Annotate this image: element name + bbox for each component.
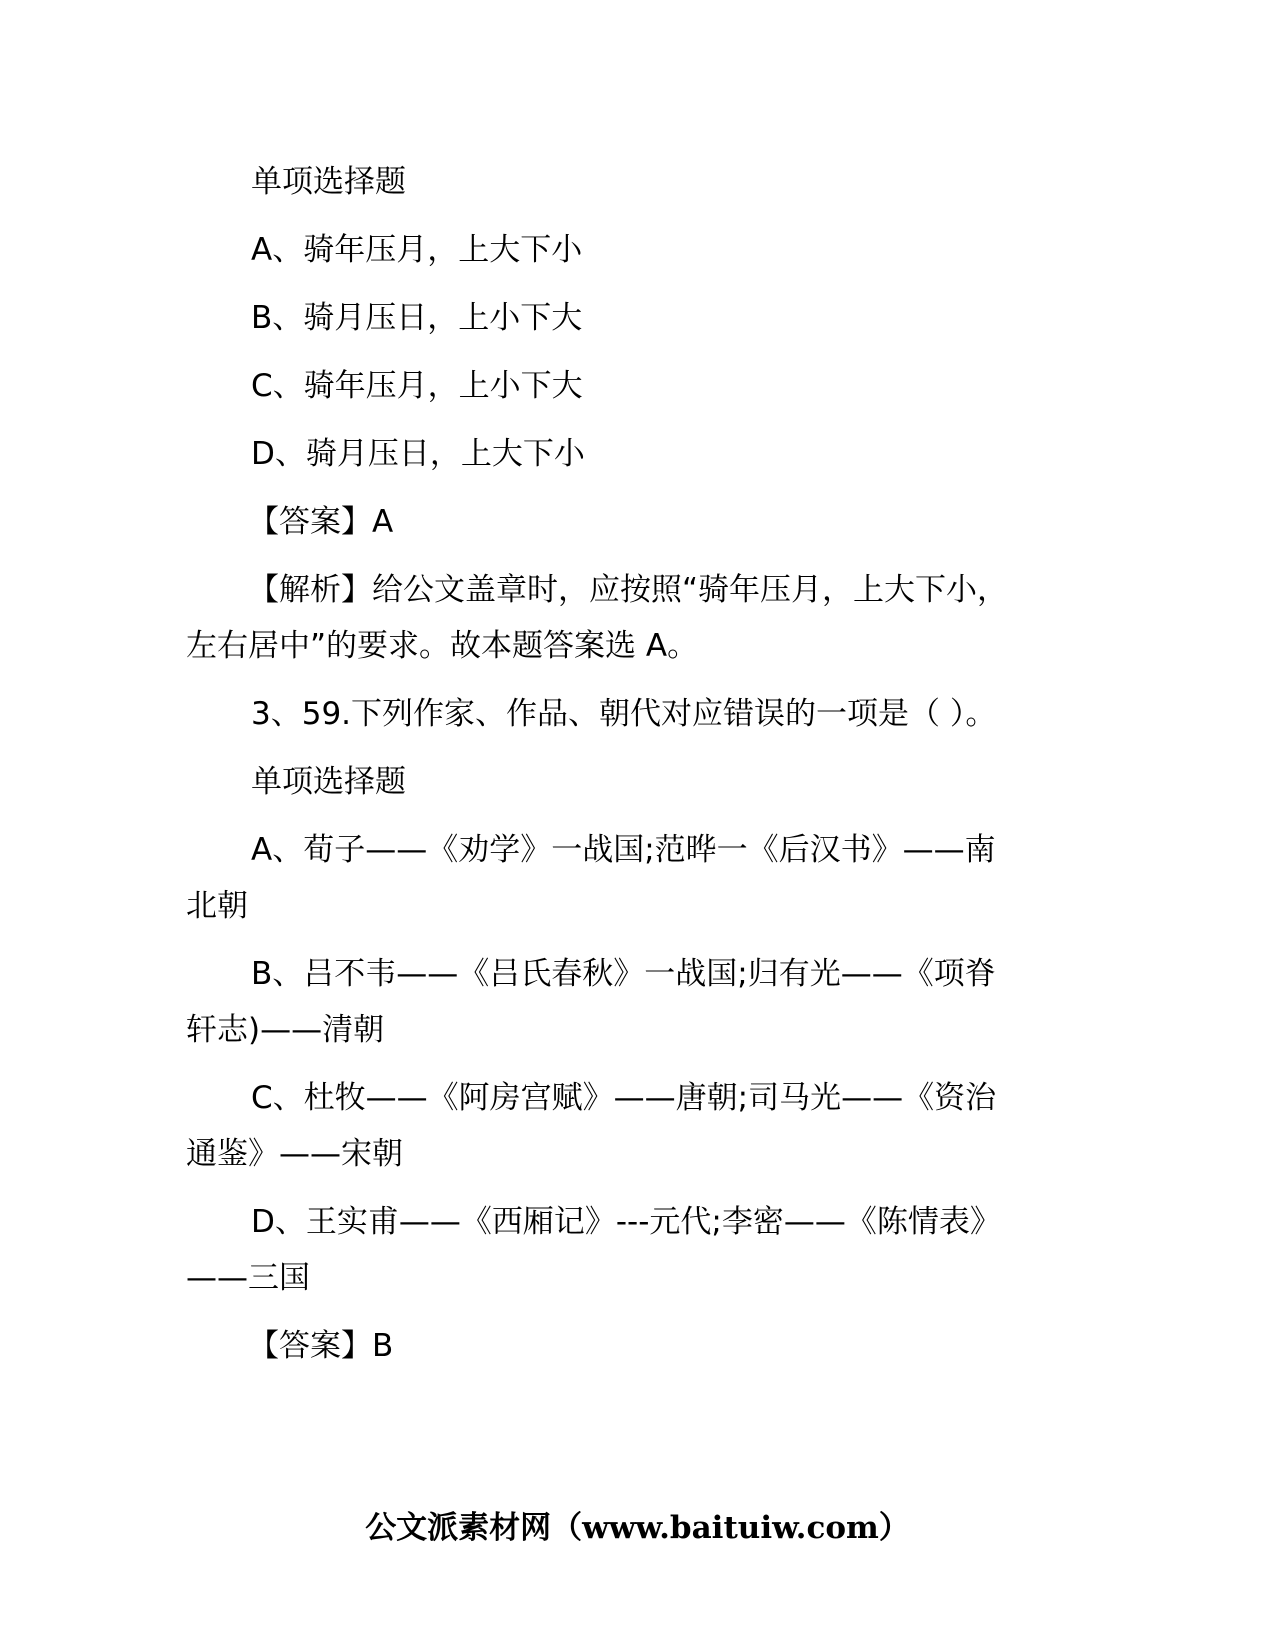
q2-analysis-line1: 【解析】给公文盖章时，应按照“骑年压月，上大下小， — [248, 572, 1009, 608]
q2-option-a: A、骑年压月，上大下小 — [251, 232, 583, 268]
q3-option-b-line2: 轩志)——清朝 — [186, 1012, 385, 1048]
q3-option-a-line2: 北朝 — [186, 888, 248, 924]
footer-watermark-text: 公文派素材网（www.baituiw.com） — [365, 1510, 910, 1546]
q3-option-d-line2: ——三国 — [186, 1260, 310, 1296]
q2-option-c: C、骑年压月，上小下大 — [251, 368, 583, 404]
q3-option-b-line1: B、吕不韦——《吕氏春秋》一战国;归有光——《项脊 — [251, 956, 996, 992]
q3-answer: 【答案】B — [248, 1328, 394, 1364]
q3-type-label: 单项选择题 — [251, 764, 406, 800]
q3-option-a-line1: A、荀子——《劝学》一战国;范晔一《后汉书》——南 — [251, 832, 996, 868]
q2-option-b: B、骑月压日，上小下大 — [251, 300, 583, 336]
q2-type-label: 单项选择题 — [251, 164, 406, 200]
q3-option-c-line1: C、杜牧——《阿房宫赋》——唐朝;司马光——《资治 — [251, 1080, 997, 1116]
q3-question: 3、59.下列作家、作品、朝代对应错误的一项是（ ）。 — [251, 696, 997, 732]
q3-option-c-line2: 通鉴》——宋朝 — [186, 1136, 403, 1172]
q3-option-d-line1: D、王实甫——《西厢记》---元代;李密——《陈情表》 — [251, 1204, 1001, 1240]
q2-answer: 【答案】A — [248, 504, 394, 540]
q2-option-d: D、骑月压日，上大下小 — [251, 436, 585, 472]
q2-analysis-line2: 左右居中”的要求。故本题答案选 A。 — [186, 628, 699, 664]
